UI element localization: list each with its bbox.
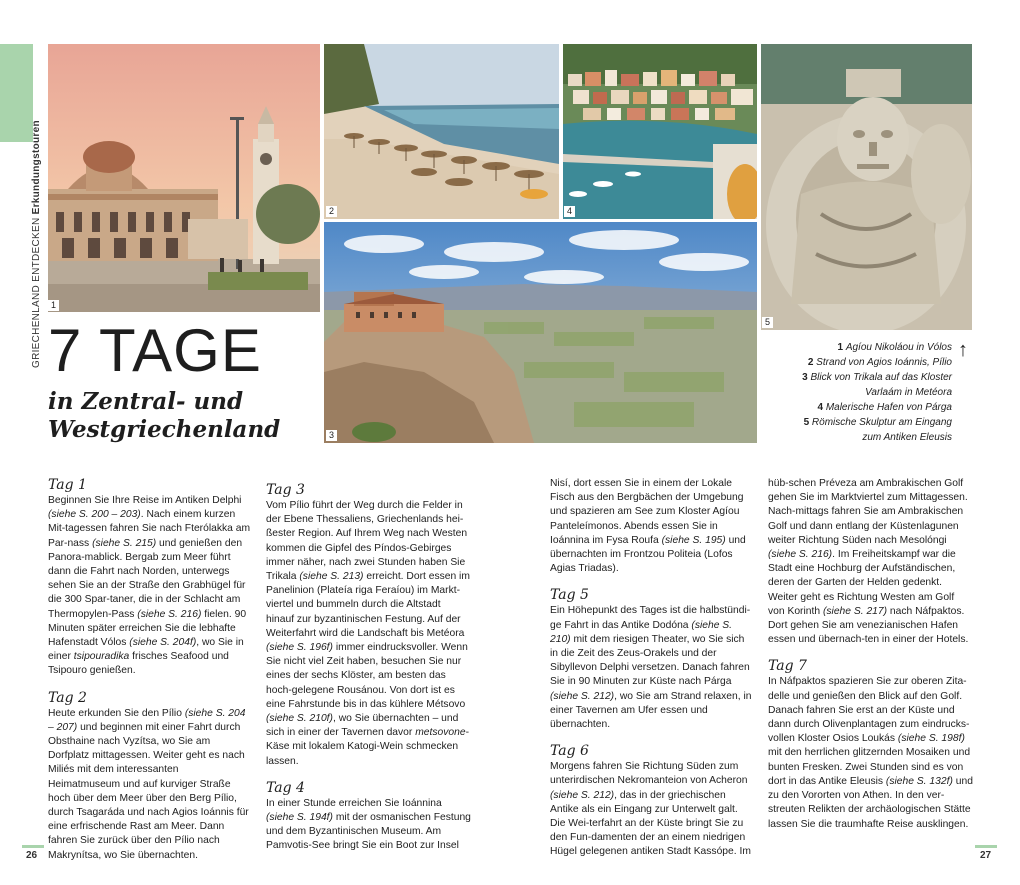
photo-number-4: 4 bbox=[564, 206, 575, 217]
caption-line: 5 Römische Skulptur am Eingang bbox=[803, 417, 952, 428]
page-number-left: 26 bbox=[26, 850, 38, 861]
arrow-up-icon: ↑ bbox=[958, 339, 968, 361]
page-marker-right bbox=[975, 845, 997, 848]
photo-number-5: 5 bbox=[762, 317, 773, 328]
day-7-heading: Tag 7 bbox=[768, 658, 807, 675]
day-1-heading: Tag 1 bbox=[48, 477, 87, 493]
day-2-heading: Tag 2 bbox=[48, 689, 87, 706]
day-3-heading: Tag 3 bbox=[266, 482, 305, 498]
column-1 bbox=[48, 477, 253, 863]
caption-line: 4 Malerische Hafen von Párga bbox=[817, 402, 952, 413]
section-tab bbox=[0, 44, 33, 142]
photo-meteora-monastery bbox=[324, 222, 757, 443]
photo-number-1: 1 bbox=[48, 300, 59, 311]
day-5-heading: Tag 5 bbox=[550, 587, 589, 604]
day-4-heading: Tag 4 bbox=[266, 779, 305, 796]
page-marker-left bbox=[22, 845, 44, 848]
day-4-text: In einer Stunde erreichen Sie Ioánnina (siehe S. 194f) mit der osmanischen Festung und dem Byzantinischen Museum. Am Pamvotis-See bringt Sie ein Boot zur Insel bbox=[266, 797, 471, 852]
page-number-right: 27 bbox=[980, 850, 992, 861]
day-1-text: Beginnen Sie Ihre Reise im Antiken Delphi (siehe S. 200 – 203). Nach einem kurzen Mit-tagessen fahren Sie nach Fterólakka am Par-nass (siehe S. 215) und genießen den Panora-mablick. Bergab zum Meer führt dann die Fahrt nach Norden, unterwegs sehen Sie an der Straße den Grabhügel für die 300 Spar-taner, die in der Schlacht am Thermopylen-Pass (siehe S. 216) fielen. 90 Minuten später erreichen Sie die lebhafte Hafenstadt Vólos (siehe S. 204f), wo Sie in einer tsipouradika frisches Seafood und Tsipouro genießen. bbox=[48, 495, 251, 677]
day-6-text: Morgens fahren Sie Richtung Süden zum unterirdischen Nekromanteion von Acheron (siehe S. 212), das in der griechischen Antike als ein Eingang zur Unterwelt galt. Die Wei-terfahrt an der Küste bringt Sie zu den Fun-damenten der an einem niedrigen Hügel gelegenen antiken Stadt Kassópe. Im bbox=[550, 761, 751, 858]
page-title: 7 TAGE bbox=[48, 317, 262, 384]
caption-line: zum Antiken Eleusis bbox=[862, 432, 952, 443]
caption-line: Varlaám in Metéora bbox=[865, 387, 952, 398]
day-2-text: Heute erkunden Sie den Pílio (siehe S. 204 – 207) und beginnen mit einer Fahrt durch Obsthaine nach Vyzítsa, wo Sie am Dorfplatz mittagessen. Weiter geht es nach Miliés mit dem interessanten Heimatmuseum und auf kurviger Straße hoch über dem Meer über den Berg Pílio, durch Tsagaráda und nach Agios Ioánnis für eine erfrischende Rast am Meer. Dann fahren Sie zurück über den Pílio nach Makrynítsa, wo Sie übernachten. bbox=[48, 707, 249, 861]
day-3-text: Vom Pílio führt der Weg durch die Felder in der Ebene Thessaliens, Griechenlands hei-ßester Region. Auf Ihrem Weg nach Westen kommen die Gipfel des Píndos-Gebirges immer näher, nach zwei Stunden haben Sie Trikala (siehe S. 213) erreicht. Dort essen im Panelinion (Plateía riga Feraíou) im Markt-viertel und bummeln durch die Altstadt hinauf zur byzantinischen Festung. Auf der Weiterfahrt wird die Landschaft bis Metéora (siehe S. 196f) immer eindrucksvoller. Wenn Sie nicht viel Zeit haben, besuchen Sie nur eines der sechs Klöster, am besten das hoch-gelegene Rousánou. Von dort ist es eine Fahrstunde bis in das kühlere Métsovo (siehe S. 210f), wo Sie übernachten – und sich in einer der Tavernen davor metsovone-Käse mit lokalem Katogi-Wein schmecken lassen. bbox=[266, 500, 470, 767]
column-3 bbox=[550, 477, 755, 859]
caption-line: 2 Strand von Agios Ioánnis, Pílio bbox=[807, 357, 952, 368]
day-7-text: In Náfpaktos spazieren Sie zur oberen Zita-delle und genießen den Blick auf den Golf. Danach fahren Sie erst an der Küste und dann durch Olivenplantagen zum eindrucks-vollen Kloster Osios Loukás (siehe S. 198f) mit den herrlichen glitzernden Mosaiken und bunten Fresken. Zwei Stunden sind es von dort in das Antike Eleusis (siehe S. 132f) und zu den Vororten von Athen. In den ver-streuten Relikten der archäologischen Stätte lassen Sie die traumhafte Reise ausklingen. bbox=[768, 676, 973, 830]
photo-number-3: 3 bbox=[326, 430, 337, 441]
column-4 bbox=[768, 477, 973, 832]
photo-number-2: 2 bbox=[326, 206, 337, 217]
column-2 bbox=[266, 482, 471, 854]
photo-roman-sculpture bbox=[761, 44, 972, 330]
section-label: GRIECHENLAND ENTDECKEN Erkundungstouren bbox=[31, 120, 42, 368]
photo-volos-church bbox=[48, 44, 320, 312]
day-5-text: Ein Höhepunkt des Tages ist die halbstündi-ge Fahrt in das Antike Dodóna (siehe S. 210) mit dem riesigen Theater, wo Sie sich in die Zeit des Zeus-Orakels und der Sibyllevon Delphi versetzen. Danach fahren Sie in 90 Minuten zur Küste nach Párga (siehe S. 212), wo Sie am Strand relaxen, in einer Tavernen am Ufer essen und übernachten. bbox=[550, 605, 752, 731]
day-6-heading: Tag 6 bbox=[550, 743, 589, 760]
day-4-text-continued: Nisí, dort essen Sie in einem der Lokale Fisch aus den Bergbächen der Umgebung und spazieren am See zum Kloster Agíou Panteleímonos. Abends essen Sie in Ioánnina im Fysa Roufa (siehe S. 195) und übernachten im Frontzou Politeia (Lofos Agias Triadas). bbox=[550, 478, 746, 575]
caption-line: 1 Agíou Nikoláou in Vólos bbox=[837, 342, 952, 353]
page-subtitle: in Zentral- und Westgriechenland bbox=[48, 388, 281, 443]
day-6-text-continued: hüb-schen Préveza am Ambrakischen Golf gehen Sie im Marktviertel zum Mittagessen. Nach-mittags fahren Sie am Ambrakischen Golf und dann entlang der Küstenlagunen weiter Richtung Süden nach Mesolóngi (siehe S. 216). Im Freiheitskampf war die Stadt eine Hochburg der Aufständischen, deren der Garten der Helden gedenkt. Weiter geht es Richtung Westen am Golf von Korinth (siehe S. 217) nach Náfpaktos. Dort gehen Sie am venezianischen Hafen essen und übernach-ten in einer der Hotels. bbox=[768, 478, 969, 646]
photo-parga-harbour bbox=[563, 44, 757, 219]
caption-line: 3 Blick von Trikala auf das Kloster bbox=[802, 372, 952, 383]
photo-captions bbox=[742, 340, 952, 445]
photo-beach bbox=[324, 44, 559, 219]
